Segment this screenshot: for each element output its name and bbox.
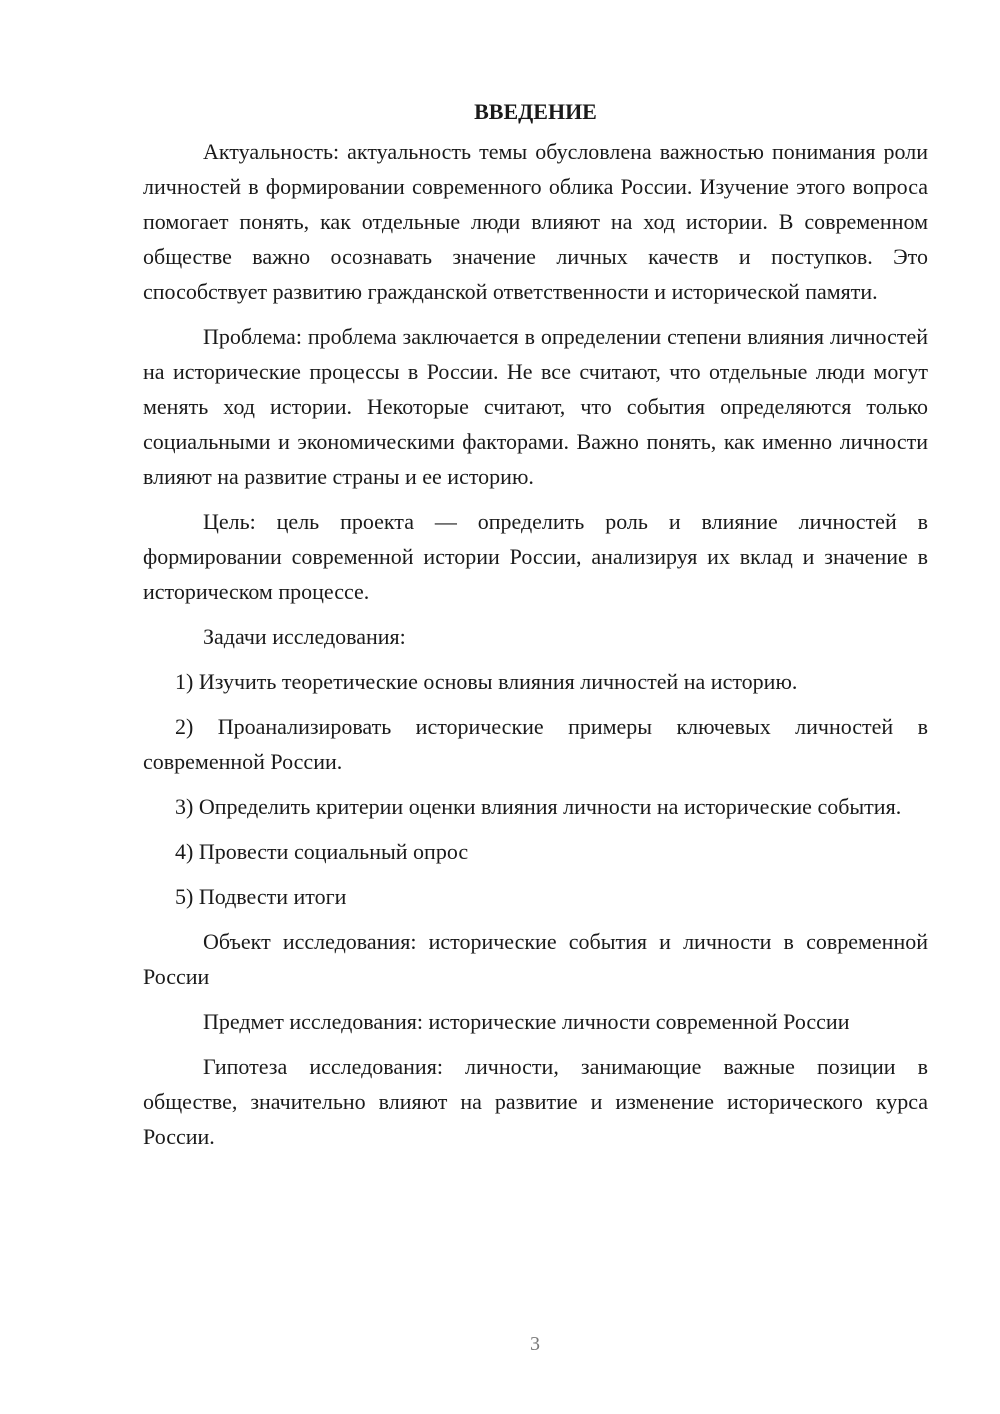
task-item-1: 1) Изучить теоретические основы влияния личностей на историю. [175,669,798,694]
task-item-3: 3) Определить критерии оценки влияния личности на исторические события. [175,794,902,819]
object-paragraph: Объект исследования: исторические события и личности в современной России [143,929,928,989]
relevance-paragraph: Актуальность: актуальность темы обусловлена важностью понимания роли личностей в формировании современного облика России. Изучение этого вопроса помогает понять, как отдельные люди влияют на ход истории. В современном обществе важно осознавать значение личных качеств и поступков. Это способствует развитию гражданской ответственности и исторической памяти. [143,139,928,304]
hypothesis-paragraph: Гипотеза исследования: личности, занимающие важные позиции в обществе, значительно влияют на развитие и изменение исторического курса России. [143,1054,928,1149]
subject-paragraph: Предмет исследования: исторические личности современной России [203,1009,850,1034]
page-number: 3 [530,1333,540,1355]
page-title: ВВЕДЕНИЕ [474,99,597,124]
task-item-2: 2) Проанализировать исторические примеры ключевых личностей в современной России. [143,714,928,774]
task-item-5: 5) Подвести итоги [175,884,347,909]
goal-paragraph: Цель: цель проекта — определить роль и влияние личностей в формировании современной истории России, анализируя их вклад и значение в историческом процессе. [143,509,928,604]
task-item-4: 4) Провести социальный опрос [175,839,469,864]
document-page [143,94,928,1164]
problem-paragraph: Проблема: проблема заключается в определении степени влияния личностей на исторические процессы в России. Не все считают, что отдельные люди могут менять ход истории. Некоторые считают, что события определяются только социальными и экономическими факторами. Важно понять, как именно личности влияют на развитие страны и ее историю. [143,324,928,489]
tasks-heading: Задачи исследования: [203,624,406,649]
